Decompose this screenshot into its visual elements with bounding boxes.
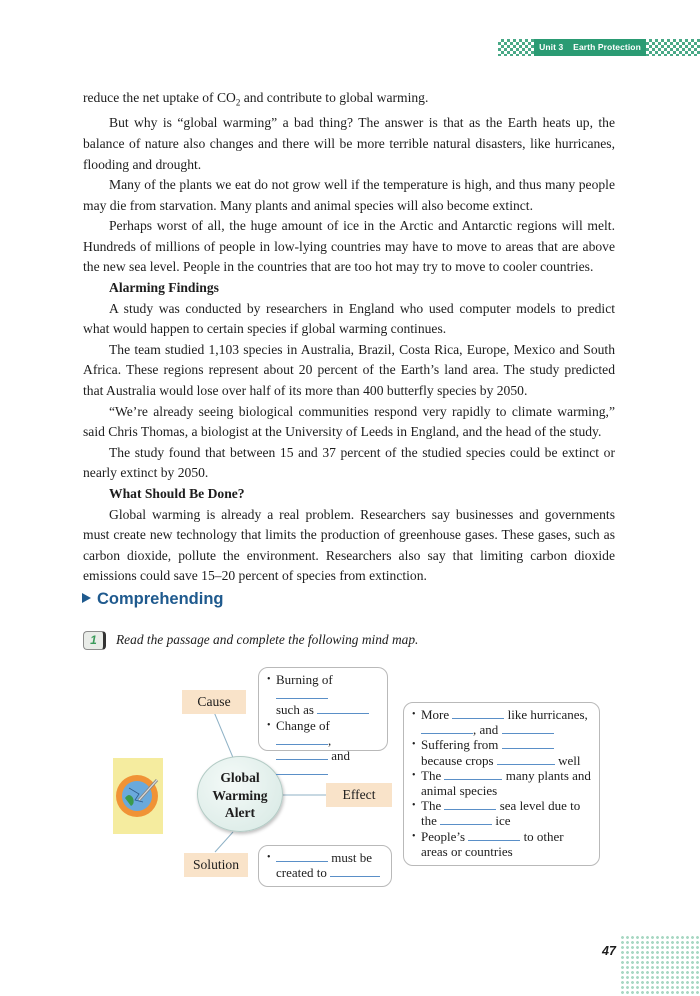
globe-thermometer-illustration: [113, 758, 163, 834]
blank-field[interactable]: [276, 733, 328, 745]
heading-what-should-be-done: What Should Be Done?: [109, 486, 245, 501]
paragraph: A study was conducted by researchers in England who used computer models to predict what would happen to certain species if global warming continues.: [83, 300, 615, 337]
blank-field[interactable]: [444, 768, 502, 780]
solution-box: [258, 845, 392, 887]
task-number-badge: 1: [83, 631, 106, 650]
page-number: 47: [602, 944, 616, 958]
paragraph: “We’re already seeing biological communities respond very rapidly to climate warming,” said Chris Thomas, a biologist at the University of Leeds in England, and the head of the study.: [83, 403, 615, 440]
blank-field[interactable]: [276, 850, 328, 862]
cause-label: Cause: [182, 690, 246, 714]
blank-field[interactable]: [502, 722, 554, 734]
blank-field[interactable]: [468, 829, 520, 841]
blank-field[interactable]: [276, 763, 328, 775]
blank-field[interactable]: [330, 865, 380, 877]
paragraph: The team studied 1,103 species in Australia, Brazil, Costa Rica, Europe, Mexico and South Africa. These regions represent about 20 percent of the Earth’s land area. The study predicted that Australia would lose over half of its more than 400 butterfly species by 2050.: [83, 341, 615, 399]
opening-text-rest: and contribute to global warming.: [240, 90, 429, 105]
effect-item: • The sea level due to the ice: [412, 798, 591, 828]
section-title-text: Comprehending: [97, 590, 224, 608]
task-instruction: Read the passage and complete the following mind map.: [116, 632, 419, 647]
paragraph: Perhaps worst of all, the huge amount of ice in the Arctic and Antarctic regions will melt. Hundreds of millions of people in low-lying countries may have to move to areas that are above the new sea level. People in the countries that are too hot may try to move to cooler countries.: [83, 218, 615, 275]
solution-label: Solution: [184, 853, 248, 877]
effect-item: • People’s to other areas or countries: [412, 829, 591, 859]
cause-box: [258, 667, 388, 764]
unit-title: Earth Protection: [573, 42, 641, 52]
blank-field[interactable]: [497, 753, 555, 765]
paragraph: Many of the plants we eat do not grow well if the temperature is high, and thus many people may die from starvation. Many plants and animal species will also become extinct.: [83, 177, 615, 213]
opening-text: reduce the net uptake of CO: [83, 90, 236, 105]
blank-field[interactable]: [276, 687, 328, 699]
blank-field[interactable]: [421, 722, 473, 734]
blank-field[interactable]: [444, 798, 496, 810]
solution-item: • must be created to: [267, 850, 383, 880]
subscript: 2: [235, 97, 241, 108]
paragraph: The study found that between 15 and 37 percent of the studied species could be extinct or nearly extinct by 2050.: [83, 444, 615, 481]
effect-item: • More like hurricanes, , and: [412, 707, 591, 737]
center-line: Global: [220, 770, 260, 785]
paragraph: But why is “global warming” a bad thing? The answer is that as the Earth heats up, the balance of nature also changes and there will be more terrible natural disasters, like hurricanes, flooding and drought.: [83, 115, 615, 172]
effect-box: [403, 702, 600, 866]
blank-field[interactable]: [440, 813, 492, 825]
blank-field[interactable]: [317, 702, 369, 714]
blank-field[interactable]: [276, 748, 328, 760]
effect-label: Effect: [326, 783, 392, 807]
paragraph: Global warming is already a real problem. Researchers say businesses and governments must create new technology that limits the production of greenhouse gases. These gases, such as carbon dioxide, pollute the environment. Researchers also say that limiting carbon dioxide emissions could save 15–20 percent of species from extinction.: [83, 506, 615, 584]
blank-field[interactable]: [452, 707, 504, 719]
blank-field[interactable]: [502, 737, 554, 749]
corner-dot-pattern: [620, 935, 700, 996]
cause-item: • Burning of such as: [267, 672, 379, 718]
effect-item: • Suffering from because crops well: [412, 737, 591, 767]
unit-label: Unit 3: [539, 42, 564, 52]
center-line: Alert: [224, 805, 256, 820]
heading-alarming-findings: Alarming Findings: [109, 280, 219, 296]
cause-item: • Change of , and: [267, 718, 379, 779]
center-line: Warming: [212, 787, 268, 803]
effect-item: • The many plants and animal species: [412, 768, 591, 798]
